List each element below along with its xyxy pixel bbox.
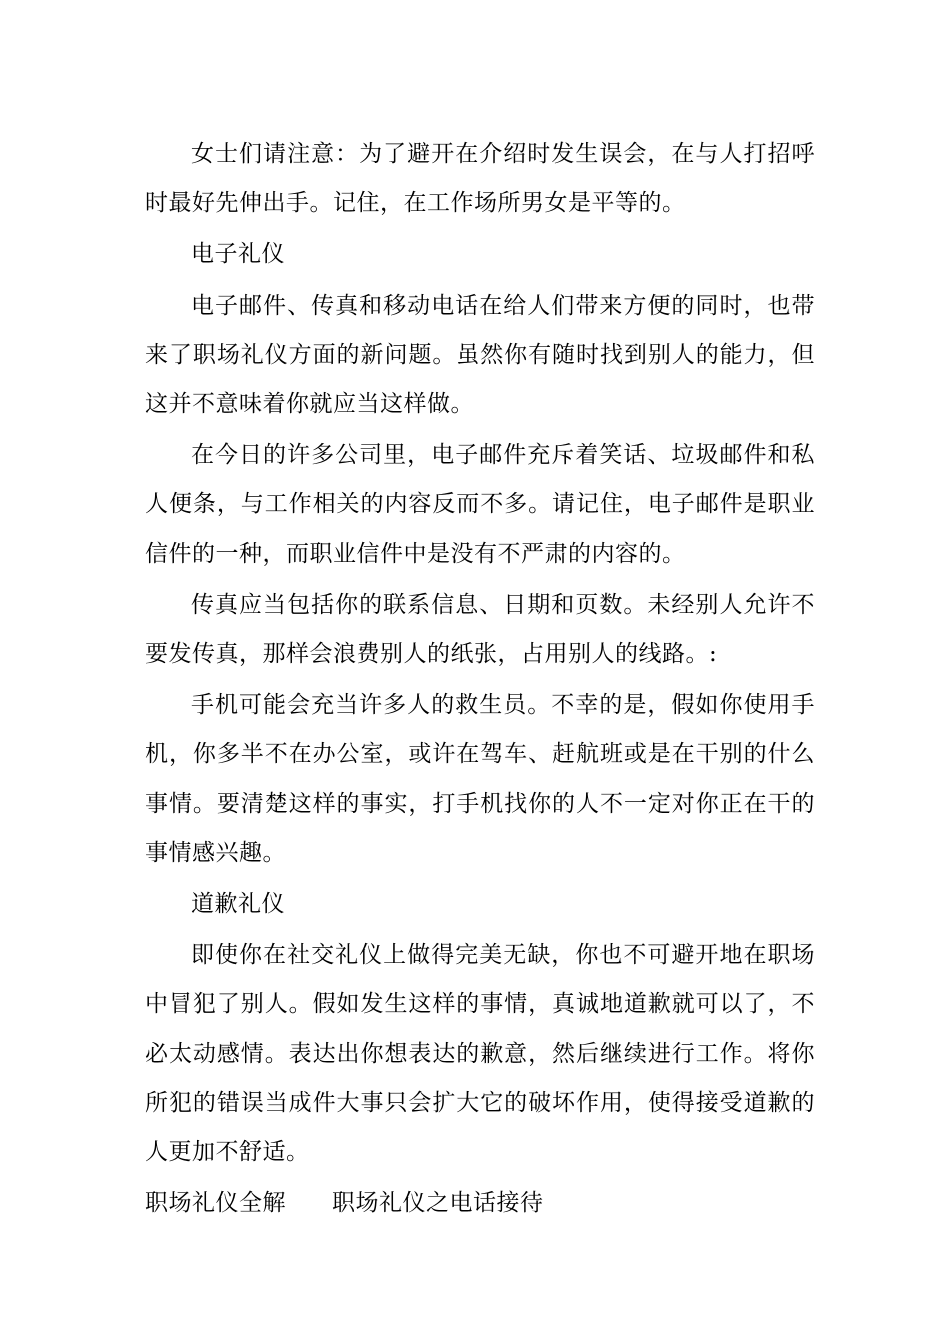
paragraph-email: 在今日的许多公司里，电子邮件充斥着笑话、垃圾邮件和私人便条，与工作相关的内容反而不多。请记住，电子邮件是职业信件的一种，而职业信件中是没有不严肃的内容的。 [145,442,815,567]
paragraph-greeting-tip: 女士们请注意：为了避开在介绍时发生误会，在与人打招呼时最好先伸出手。记住，在工作场所男女是平等的。 [145,141,815,217]
footer-links [145,1179,815,1228]
paragraph-mobile-phone: 手机可能会充当许多人的救生员。不幸的是，假如你使用手机，你多半不在办公室，或许在驾车、赶航班或是在干别的什么事情。要清楚这样的事实，打手机找你的人不一定对你正在干的事情感兴趣。 [145,692,815,866]
document-page [145,130,815,1228]
paragraph-fax: 传真应当包括你的联系信息、日期和页数。未经别人允许不要发传真，那样会浪费别人的纸张，占用别人的线路。: [145,591,815,668]
paragraph-electronic-intro: 电子邮件、传真和移动电话在给人们带来方便的同时，也带来了职场礼仪方面的新问题。虽然你有随时找到别人的能力，但这并不意味着你就应当这样做。 [145,292,815,418]
footer-link-phone-reception[interactable]: 职场礼仪之电话接待 [332,1190,544,1217]
paragraph-apology: 即使你在社交礼仪上做得完美无缺，你也不可避开地在职场中冒犯了别人。假如发生这样的事情，真诚地道歉就可以了，不必太动感情。表达出你想表达的歉意，然后继续进行工作。将你所犯的错误当成件大事只会扩大它的破坏作用，使得接受道歉的人更加不舒适。 [145,942,815,1166]
footer-link-full-guide[interactable]: 职场礼仪全解 [145,1190,286,1217]
section-heading-electronic-etiquette: 电子礼仪 [191,241,285,268]
section-heading-apology-etiquette: 道歉礼仪 [191,891,285,918]
